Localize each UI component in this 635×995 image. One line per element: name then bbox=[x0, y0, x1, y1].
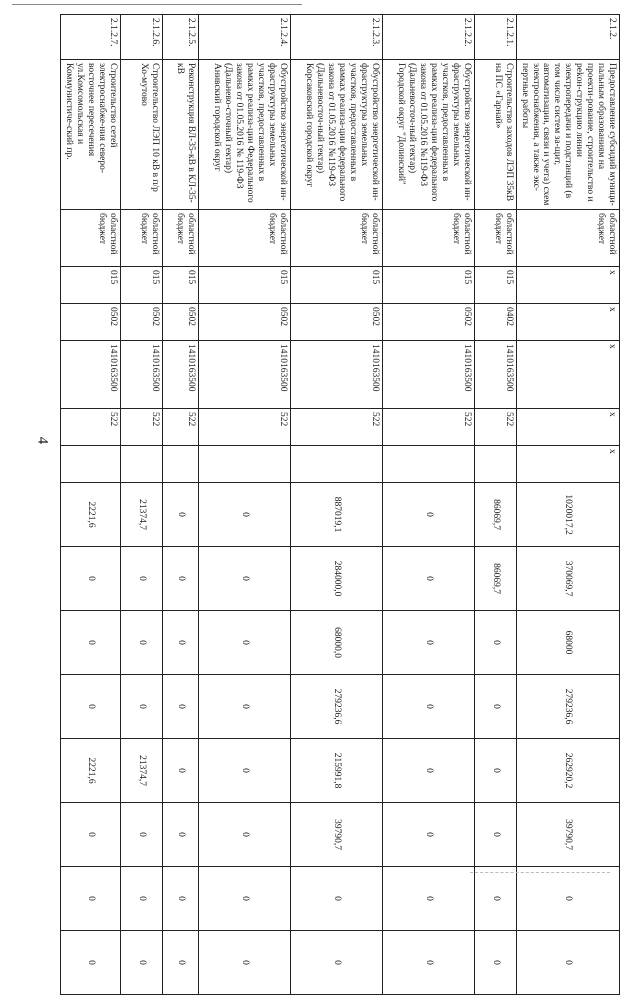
value-year-1: 284000,0 bbox=[290, 547, 382, 611]
value-year-3: 0 bbox=[474, 675, 516, 739]
code-extra bbox=[290, 446, 382, 483]
value-year-7: 0 bbox=[382, 931, 474, 995]
value-year-4: 2221,6 bbox=[61, 739, 121, 803]
code-type: 522 bbox=[474, 409, 516, 446]
table-row bbox=[382, 15, 474, 995]
row-name: Строительство заходов ЛЭП 35кВ на ПС «Гарнай» bbox=[474, 60, 516, 210]
row-name: Реконструкция ВЛ-35-кВ в КЛ-35-кВ bbox=[162, 60, 198, 210]
code-type: 522 bbox=[162, 409, 198, 446]
code-target: 1410163500 bbox=[198, 341, 290, 409]
value-year-3: 0 bbox=[120, 675, 162, 739]
code-type: 522 bbox=[120, 409, 162, 446]
value-year-1: 0 bbox=[382, 547, 474, 611]
code-type: 522 bbox=[290, 409, 382, 446]
code-ministry: 015 bbox=[120, 267, 162, 304]
code-ministry: 015 bbox=[61, 267, 121, 304]
funding-source: областной бюджет bbox=[290, 210, 382, 267]
code-target: 1410163500 bbox=[290, 341, 382, 409]
code-ministry: 015 bbox=[474, 267, 516, 304]
funding-source: областной бюджет bbox=[120, 210, 162, 267]
value-year-4: 0 bbox=[162, 739, 198, 803]
table-row bbox=[516, 15, 619, 995]
funding-source: областной бюджет bbox=[162, 210, 198, 267]
value-total: 2221,6 bbox=[61, 483, 121, 547]
value-year-1: 86069,7 bbox=[474, 547, 516, 611]
value-year-5: 0 bbox=[474, 803, 516, 867]
code-extra bbox=[382, 446, 474, 483]
value-year-4: 0 bbox=[382, 739, 474, 803]
row-number: 2.1.2.5. bbox=[162, 15, 198, 60]
code-section: 0502 bbox=[382, 304, 474, 341]
code-type: x bbox=[516, 409, 619, 446]
row-number: 2.1.2.6. bbox=[120, 15, 162, 60]
table-row bbox=[120, 15, 162, 995]
value-year-6: 0 bbox=[290, 867, 382, 931]
top-rule bbox=[12, 4, 302, 5]
funding-source: областной бюджет bbox=[474, 210, 516, 267]
code-section: x bbox=[516, 304, 619, 341]
value-year-7: 0 bbox=[198, 931, 290, 995]
value-year-4: 0 bbox=[474, 739, 516, 803]
funding-source: областной бюджет bbox=[61, 210, 121, 267]
page-number: 4 bbox=[34, 436, 51, 445]
code-ministry: 015 bbox=[198, 267, 290, 304]
code-target: 1410163500 bbox=[474, 341, 516, 409]
code-extra bbox=[474, 446, 516, 483]
code-type: 522 bbox=[382, 409, 474, 446]
budget-table bbox=[60, 14, 620, 995]
value-year-7: 0 bbox=[162, 931, 198, 995]
code-target: 1410163500 bbox=[120, 341, 162, 409]
value-year-2: 68000 bbox=[516, 611, 619, 675]
value-year-1: 0 bbox=[61, 547, 121, 611]
value-total: 0 bbox=[382, 483, 474, 547]
code-extra bbox=[120, 446, 162, 483]
row-name: Обустройство энергетической ин-фраструктуры земельных участков, предоставленных в рамках реализа-ции федерального закона от 01.05.2016 №119-ФЗ (Дальневосточ-ный гектар) Корсаковский городской округ bbox=[290, 60, 382, 210]
value-total: 21374,7 bbox=[120, 483, 162, 547]
value-year-5: 39790,7 bbox=[290, 803, 382, 867]
code-section: 0502 bbox=[120, 304, 162, 341]
funding-source: областной бюджет bbox=[198, 210, 290, 267]
code-section: 0502 bbox=[61, 304, 121, 341]
code-section: 0402 bbox=[474, 304, 516, 341]
value-year-5: 0 bbox=[198, 803, 290, 867]
value-year-2: 0 bbox=[120, 611, 162, 675]
value-year-7: 0 bbox=[120, 931, 162, 995]
code-ministry: x bbox=[516, 267, 619, 304]
value-year-3: 0 bbox=[162, 675, 198, 739]
value-year-2: 0 bbox=[198, 611, 290, 675]
code-target: x bbox=[516, 341, 619, 409]
row-name: Строительство ЛЭП 10 кВ в п/р Хо-мутово bbox=[120, 60, 162, 210]
value-total: 887019,1 bbox=[290, 483, 382, 547]
value-year-1: 0 bbox=[162, 547, 198, 611]
value-year-1: 370069,7 bbox=[516, 547, 619, 611]
row-number: 2.1.2.7. bbox=[61, 15, 121, 60]
value-year-7: 0 bbox=[61, 931, 121, 995]
value-year-4: 21374,7 bbox=[120, 739, 162, 803]
code-section: 0502 bbox=[290, 304, 382, 341]
row-name: Обустройство энергетической ин-фраструктуры земельных участков, предоставленных в рамках реализа-ции Федерального закона от 01.05.2016 № 119-ФЗ (Дальнево-сточный гектар) Анивский городской округ bbox=[198, 60, 290, 210]
code-ministry: 015 bbox=[382, 267, 474, 304]
value-year-7: 0 bbox=[516, 931, 619, 995]
bottom-dashed-line bbox=[470, 872, 610, 879]
value-year-5: 0 bbox=[162, 803, 198, 867]
value-year-4: 262920,2 bbox=[516, 739, 619, 803]
value-year-6: 0 bbox=[61, 867, 121, 931]
value-year-5: 0 bbox=[382, 803, 474, 867]
code-target: 1410163500 bbox=[382, 341, 474, 409]
row-number: 2.1.2.4. bbox=[198, 15, 290, 60]
row-name: Предоставление субсидий муници-пальным образованиям на проекти-рование, строительство и реkон-струкцию линии электропередачи и подстанций (в том числе систем за-щит, автоматизации, связи и учета) схем электроснабжения, а также экс-пертные работы bbox=[516, 60, 619, 210]
row-number: 2.1.2.3. bbox=[290, 15, 382, 60]
value-year-3: 0 bbox=[61, 675, 121, 739]
code-type: 522 bbox=[198, 409, 290, 446]
value-year-6: 0 bbox=[474, 867, 516, 931]
code-target: 1410163500 bbox=[162, 341, 198, 409]
code-extra bbox=[198, 446, 290, 483]
value-year-3: 0 bbox=[382, 675, 474, 739]
rotated-table bbox=[64, 14, 620, 965]
code-extra: x bbox=[516, 446, 619, 483]
value-year-6: 0 bbox=[382, 867, 474, 931]
value-year-3: 0 bbox=[198, 675, 290, 739]
table-row bbox=[61, 15, 121, 995]
value-year-6: 0 bbox=[198, 867, 290, 931]
value-year-1: 0 bbox=[120, 547, 162, 611]
value-year-3: 279236,6 bbox=[290, 675, 382, 739]
code-ministry: 015 bbox=[290, 267, 382, 304]
row-number: 2.1.2. bbox=[516, 15, 619, 60]
table-row bbox=[474, 15, 516, 995]
code-extra bbox=[162, 446, 198, 483]
value-year-2: 68000,0 bbox=[290, 611, 382, 675]
value-year-4: 215991,8 bbox=[290, 739, 382, 803]
value-year-6: 0 bbox=[162, 867, 198, 931]
row-name: Обустройство энергетической ин-фраструктуры земельных участков, предоставленных в рамках реализа-ции федерального закона от 01.05.2016 №119-ФЗ (Дальневосточ-ный гектар) Городской округ "Долинский" bbox=[382, 60, 474, 210]
code-target: 1410163500 bbox=[61, 341, 121, 409]
value-total: 0 bbox=[162, 483, 198, 547]
code-type: 522 bbox=[61, 409, 121, 446]
table-row bbox=[162, 15, 198, 995]
row-number: 2.1.2.2. bbox=[382, 15, 474, 60]
value-year-5: 39790,7 bbox=[516, 803, 619, 867]
funding-source: областной бюджет bbox=[516, 210, 619, 267]
value-year-5: 0 bbox=[120, 803, 162, 867]
value-year-6: 0 bbox=[516, 867, 619, 931]
value-year-2: 0 bbox=[382, 611, 474, 675]
value-year-1: 0 bbox=[198, 547, 290, 611]
value-year-6: 0 bbox=[120, 867, 162, 931]
table-row bbox=[290, 15, 382, 995]
value-year-2: 0 bbox=[474, 611, 516, 675]
funding-source: областной бюджет bbox=[382, 210, 474, 267]
value-year-5: 0 bbox=[61, 803, 121, 867]
code-section: 0502 bbox=[198, 304, 290, 341]
value-total: 0 bbox=[198, 483, 290, 547]
code-extra bbox=[61, 446, 121, 483]
value-year-4: 0 bbox=[198, 739, 290, 803]
value-year-2: 0 bbox=[61, 611, 121, 675]
value-total: 86069,7 bbox=[474, 483, 516, 547]
value-year-7: 0 bbox=[290, 931, 382, 995]
row-name: Строительство сетей электроснабже-ния северо-восточнее пересечения ул.Комсомольская и Коммунистиче-ский пр. bbox=[61, 60, 121, 210]
table-row bbox=[198, 15, 290, 995]
value-total: 1020017,2 bbox=[516, 483, 619, 547]
code-ministry: 015 bbox=[162, 267, 198, 304]
code-section: 0502 bbox=[162, 304, 198, 341]
table-container bbox=[64, 14, 620, 965]
value-year-2: 0 bbox=[162, 611, 198, 675]
row-number: 2.1.2.1. bbox=[474, 15, 516, 60]
value-year-7: 0 bbox=[474, 931, 516, 995]
value-year-3: 279236,6 bbox=[516, 675, 619, 739]
